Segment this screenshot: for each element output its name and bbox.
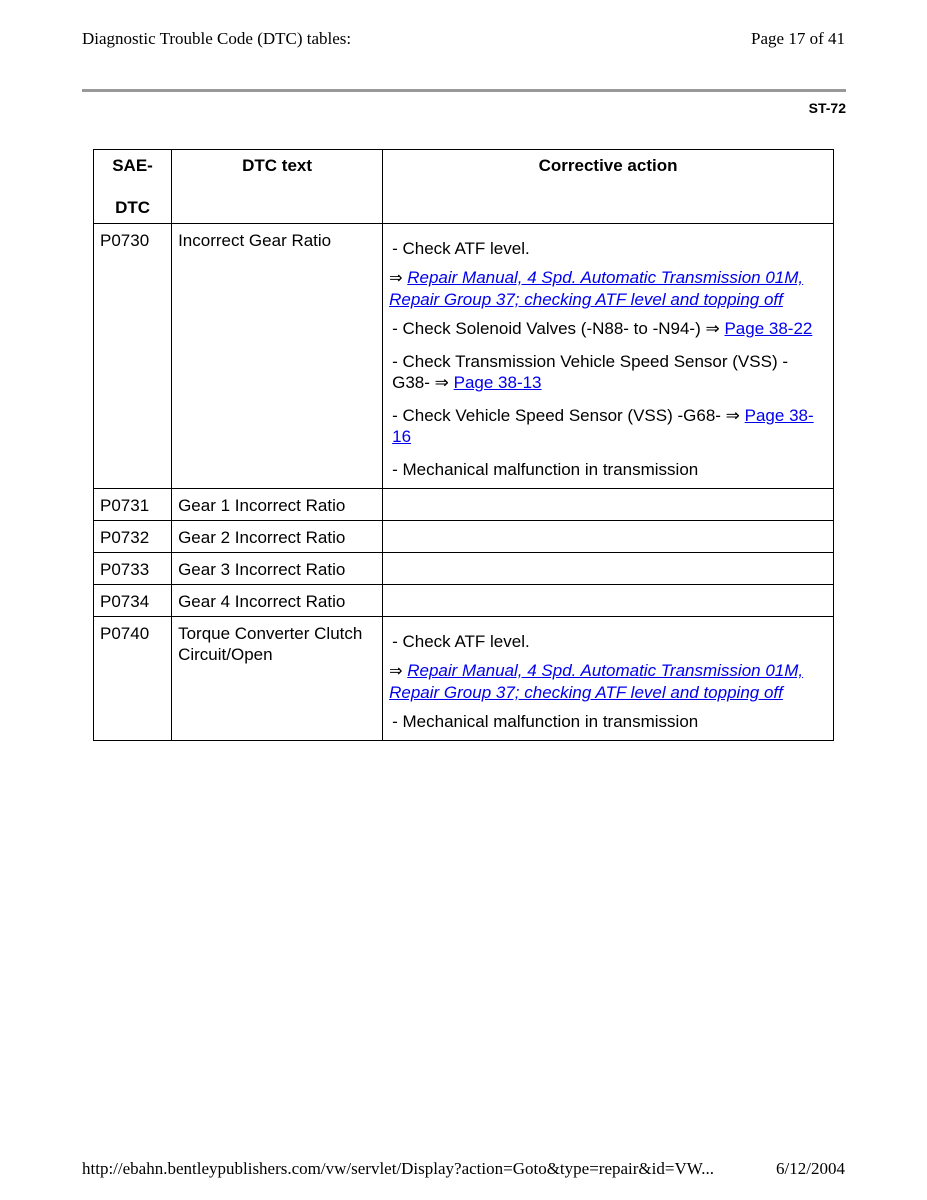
action-check-vss-g38 <box>389 351 825 393</box>
header-dtc-text-label: DTC text <box>242 156 313 175</box>
table-row <box>94 585 834 617</box>
corrective-action-cell <box>383 521 834 553</box>
table-row <box>94 489 834 521</box>
header-corrective-action <box>383 150 834 224</box>
table-row <box>94 617 834 741</box>
vss-g68-text: - Check Vehicle Speed Sensor (VSS) -G68- ⇒ <box>392 406 740 425</box>
corrective-action-cell <box>383 489 834 521</box>
action-check-vss-g68 <box>389 405 825 447</box>
action-check-solenoid <box>389 318 825 339</box>
header-divider <box>82 89 846 92</box>
arrow-icon: ⇒ <box>389 663 403 680</box>
header-sae-dtc <box>94 150 172 224</box>
corrective-action-cell <box>383 553 834 585</box>
corrective-action-cell <box>383 224 834 489</box>
table-header-row <box>94 150 834 224</box>
corrective-action-cell <box>383 617 834 741</box>
document-title: Diagnostic Trouble Code (DTC) tables: <box>82 29 352 48</box>
dtc-code: P0732 <box>94 521 172 553</box>
page-38-13-link[interactable]: Page 38-13 <box>453 373 542 392</box>
dtc-text: Gear 3 Incorrect Ratio <box>172 553 383 585</box>
page-38-16-link[interactable]: Page 38-16 <box>392 406 814 446</box>
dtc-code: P0740 <box>94 617 172 741</box>
dtc-table <box>93 149 834 741</box>
dtc-text: Torque Converter Clutch Circuit/Open <box>172 617 383 741</box>
header-corrective-label: Corrective action <box>538 156 678 175</box>
vss-g38-text: - Check Transmission Vehicle Speed Sensor (VSS) -G38- ⇒ <box>392 352 788 392</box>
dtc-code: P0734 <box>94 585 172 617</box>
table-row <box>94 224 834 489</box>
action-repair-manual <box>389 267 825 310</box>
repair-manual-link[interactable]: Repair Manual, 4 Spd. Automatic Transmission 01M, Repair Group 37; checking ATF level and topping off <box>389 661 804 702</box>
dtc-code: P0733 <box>94 553 172 585</box>
action-check-atf: - Check ATF level. <box>392 632 530 651</box>
dtc-text: Incorrect Gear Ratio <box>172 224 383 489</box>
section-code: ST-72 <box>808 100 846 116</box>
action-mechanical: - Mechanical malfunction in transmission <box>392 460 699 479</box>
dtc-text: Gear 4 Incorrect Ratio <box>172 585 383 617</box>
dtc-code: P0731 <box>94 489 172 521</box>
action-repair-manual <box>389 660 825 703</box>
header-dtc-text <box>172 150 383 224</box>
arrow-icon: ⇒ <box>389 270 403 287</box>
action-mechanical: - Mechanical malfunction in transmission <box>392 712 699 731</box>
repair-manual-link[interactable]: Repair Manual, 4 Spd. Automatic Transmission 01M, Repair Group 37; checking ATF level and topping off <box>389 268 804 309</box>
footer-date: 6/12/2004 <box>776 1159 845 1178</box>
corrective-action-cell <box>383 585 834 617</box>
header-sae-line1: SAE- <box>112 156 153 175</box>
page-38-22-link[interactable]: Page 38-22 <box>724 319 813 338</box>
dtc-text: Gear 1 Incorrect Ratio <box>172 489 383 521</box>
table-row <box>94 521 834 553</box>
header-sae-line2: DTC <box>115 198 151 217</box>
footer-url: http://ebahn.bentleypublishers.com/vw/servlet/Display?action=Goto&type=repair&id=VW... <box>82 1159 714 1178</box>
table-row <box>94 553 834 585</box>
page-number: Page 17 of 41 <box>751 29 845 48</box>
solenoid-text: - Check Solenoid Valves (-N88- to -N94-) ⇒ <box>392 319 720 338</box>
dtc-text: Gear 2 Incorrect Ratio <box>172 521 383 553</box>
dtc-code: P0730 <box>94 224 172 489</box>
action-check-atf: - Check ATF level. <box>392 239 530 258</box>
